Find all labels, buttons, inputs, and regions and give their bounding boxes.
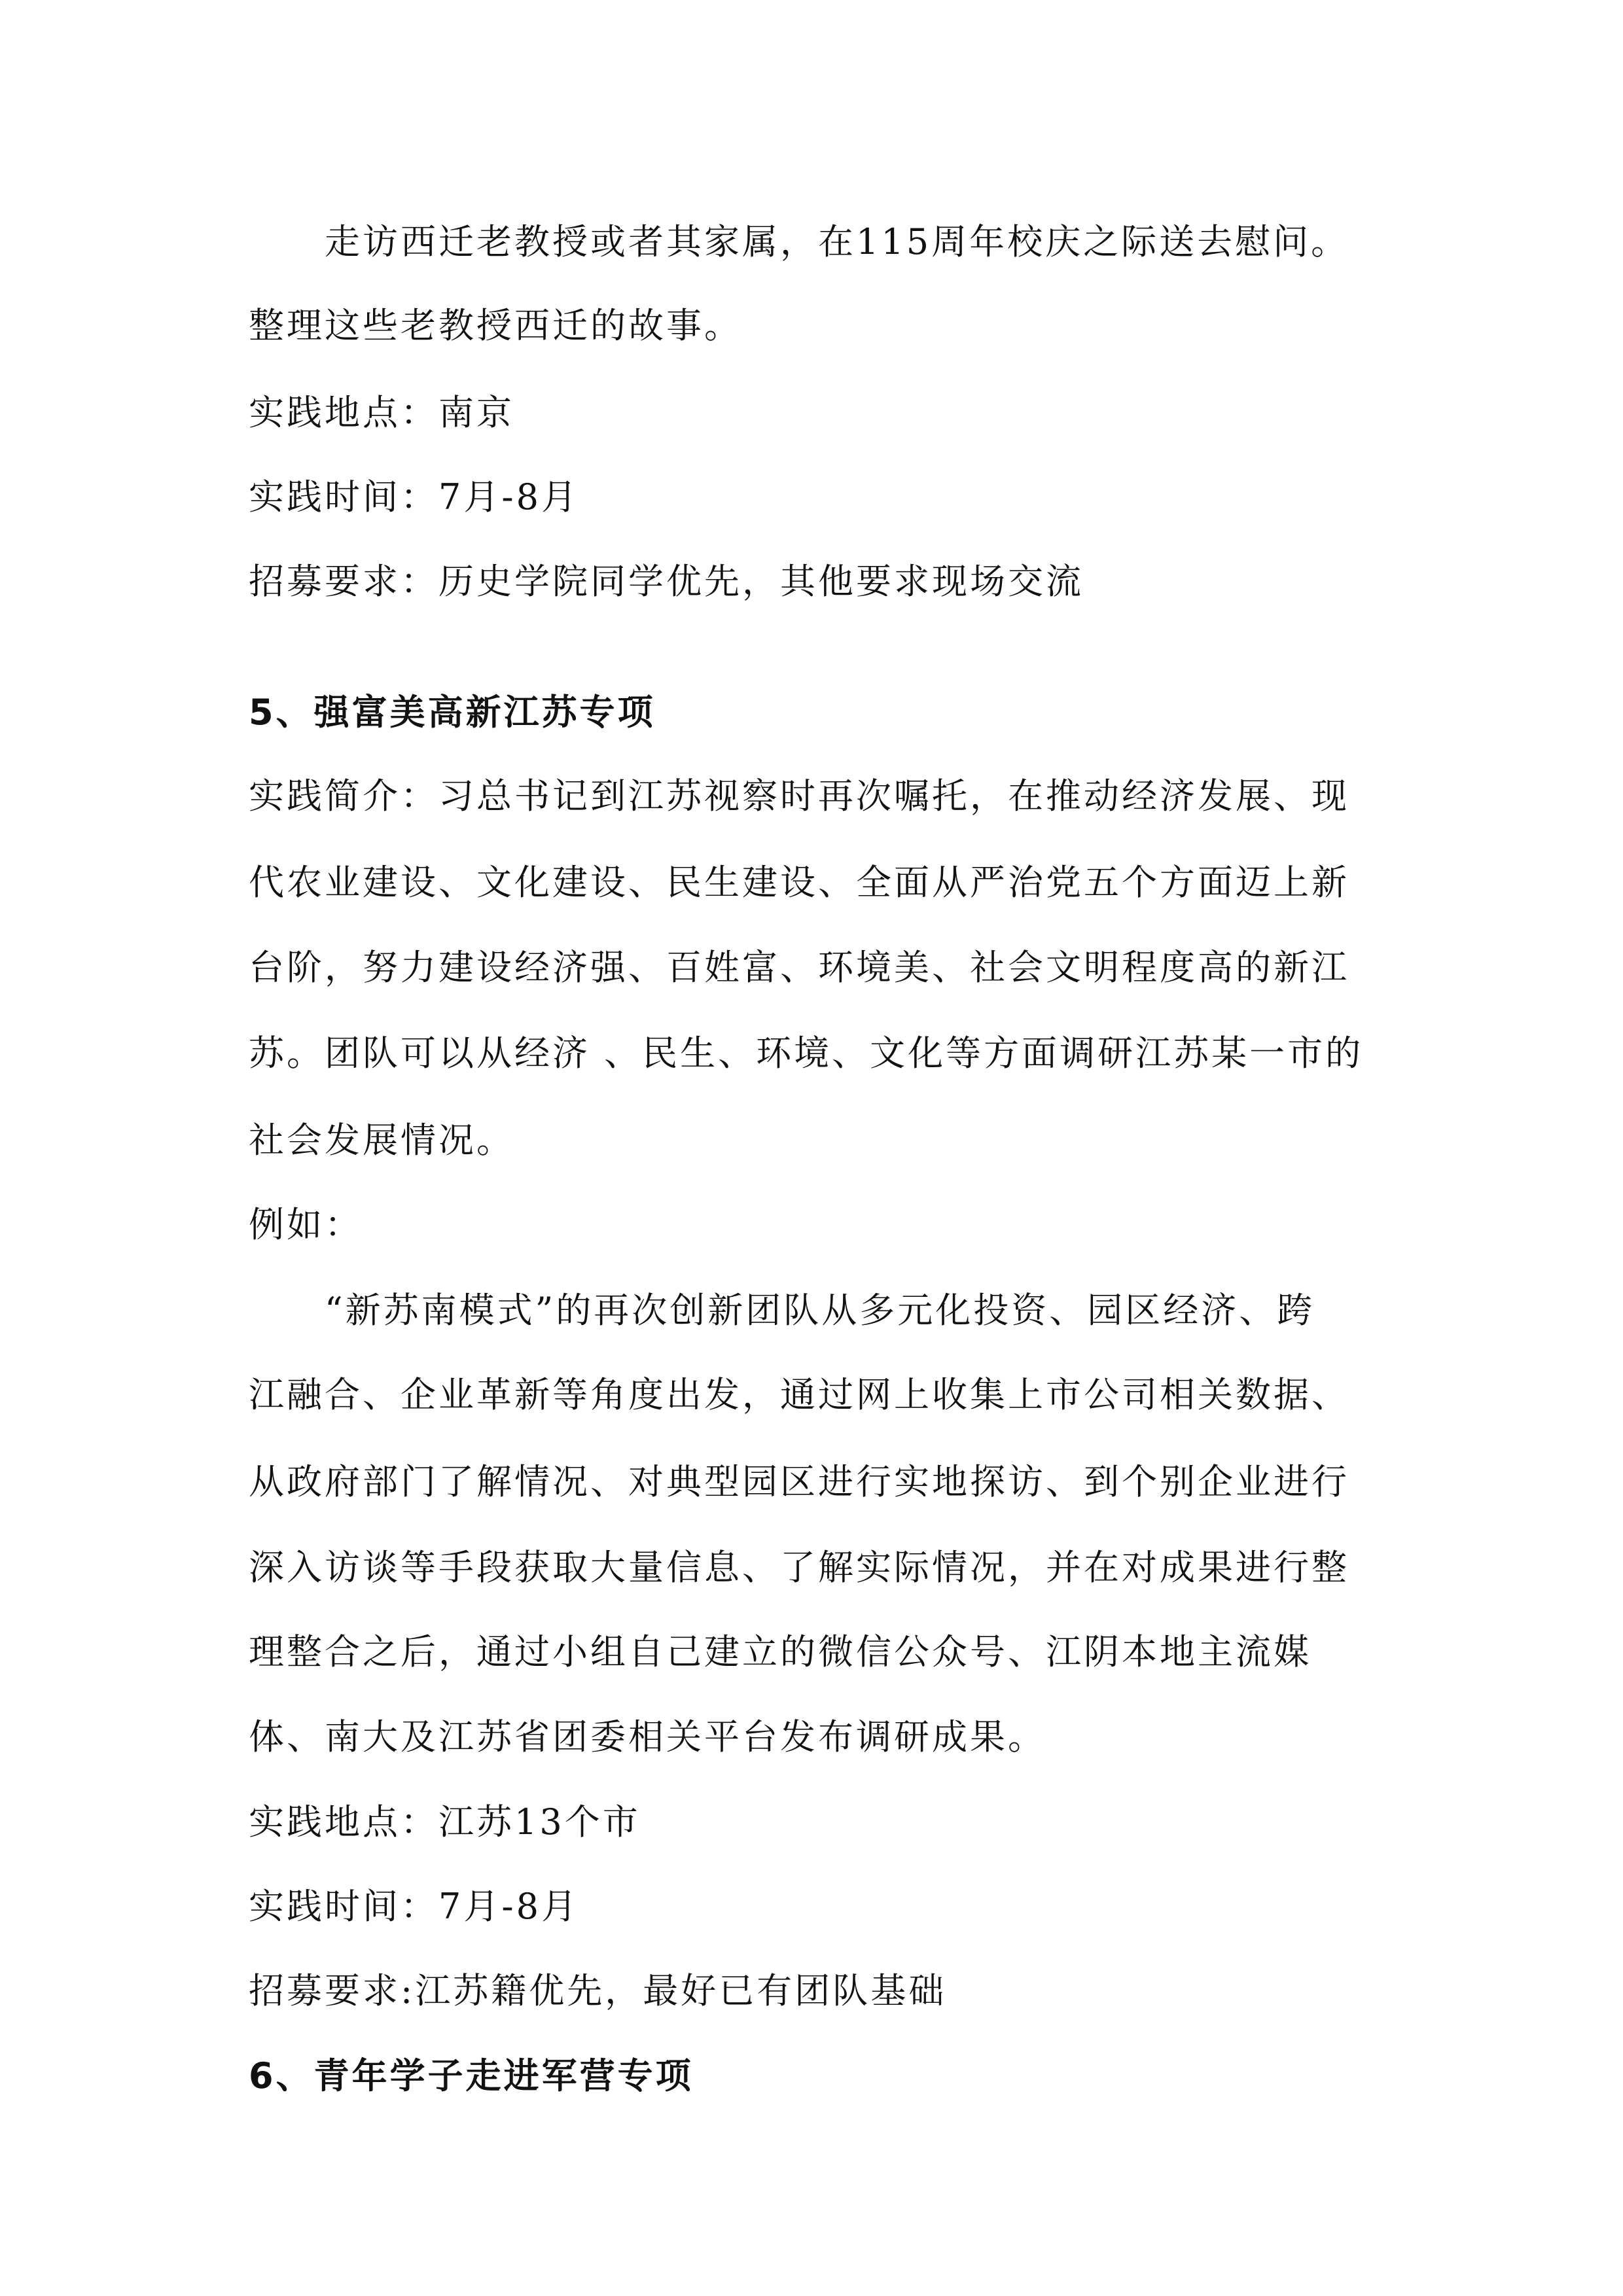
item6-heading: 6、青年学子走进军营专项	[249, 2055, 694, 2096]
item5-intro-line-1: 实践简介：习总书记到江苏视察时再次嘱托，在推动经济发展、现	[249, 775, 1349, 817]
item4-location: 实践地点：南京	[249, 392, 514, 433]
item5-example-line-6: 体、南大及江苏省团委相关平台发布调研成果。	[249, 1716, 1046, 1757]
intro-line-2: 整理这些老教授西迁的故事。	[249, 305, 742, 346]
item4-time: 实践时间：7月-8月	[249, 476, 579, 518]
item5-intro-line-2: 代农业建设、文化建设、民生建设、全面从严治党五个方面迈上新	[249, 862, 1349, 903]
item5-example-line-3: 从政府部门了解情况、对典型园区进行实地探访、到个别企业进行	[249, 1461, 1349, 1502]
item4-requirement: 招募要求：历史学院同学优先，其他要求现场交流	[249, 561, 1084, 602]
intro-line-1: 走访西迁老教授或者其家属，在115周年校庆之际送去慰问。	[325, 221, 1349, 262]
item5-intro-line-3: 台阶，努力建设经济强、百姓富、环境美、社会文明程度高的新江	[249, 947, 1349, 988]
item5-example-line-4: 深入访谈等手段获取大量信息、了解实际情况，并在对成果进行整	[249, 1547, 1349, 1588]
item5-heading: 5、强富美高新江苏专项	[249, 692, 656, 733]
item5-example-line-5: 理整合之后，通过小组自己建立的微信公众号、江阴本地主流媒	[249, 1631, 1311, 1672]
item5-location: 实践地点：江苏13个市	[249, 1801, 641, 1843]
item5-example-line-1: “新苏南模式”的再次创新团队从多元化投资、园区经济、跨	[325, 1290, 1315, 1331]
item5-requirement: 招募要求:江苏籍优先，最好已有团队基础	[249, 1970, 947, 2011]
item5-intro-line-4: 苏。团队可以从经济 、民生、环境、文化等方面调研江苏某一市的	[249, 1033, 1364, 1074]
item5-intro-line-5: 社会发展情况。	[249, 1120, 514, 1161]
item5-example-line-2: 江融合、企业革新等角度出发，通过网上收集上市公司相关数据、	[249, 1374, 1349, 1415]
item5-time: 实践时间：7月-8月	[249, 1886, 579, 1927]
item5-example-label: 例如：	[249, 1204, 363, 1245]
